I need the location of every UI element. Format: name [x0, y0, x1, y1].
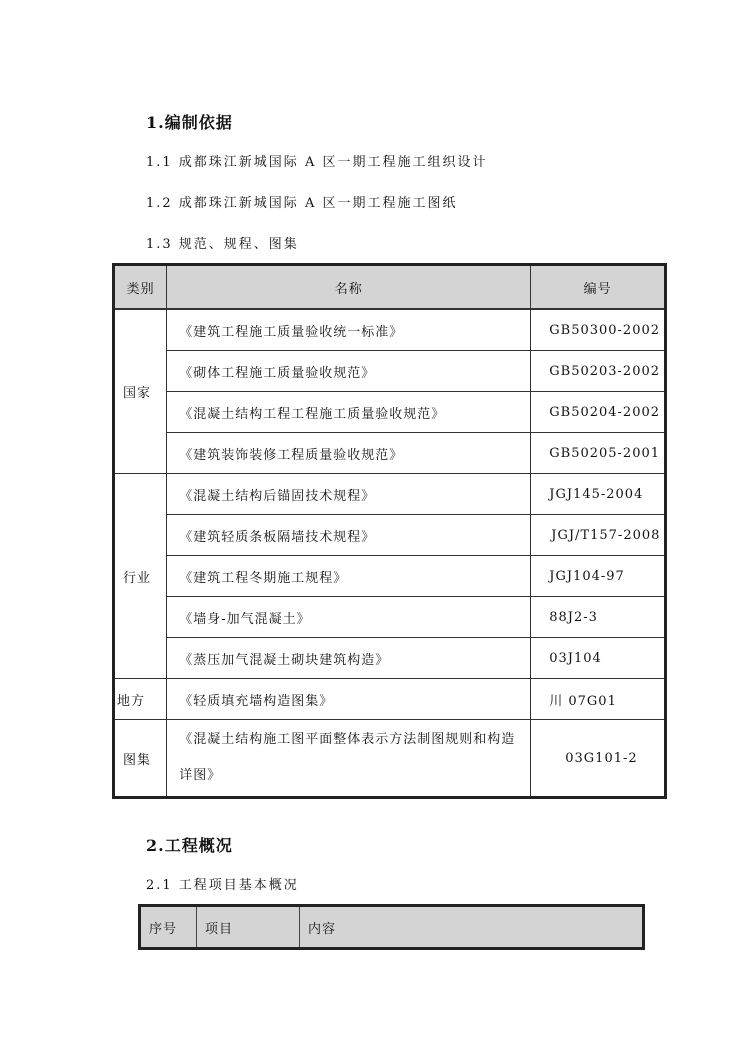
category-cell: 地方 [114, 679, 167, 720]
standard-code: JGJ145-2004 [531, 474, 666, 515]
standard-code: GB50204-2002 [531, 392, 666, 433]
header-name: 名称 [167, 265, 531, 310]
table-row [114, 309, 666, 351]
standard-name: 《建筑工程冬期施工规程》 [167, 556, 531, 597]
table-row [114, 720, 666, 798]
standard-name: 《砌体工程施工质量验收规范》 [167, 351, 531, 392]
table-header-row [114, 265, 666, 310]
standard-name: 《建筑装饰装修工程质量验收规范》 [167, 433, 531, 474]
header-category: 类别 [114, 265, 167, 310]
section-1-item: 1.3 规范、规程、图集 [146, 237, 299, 252]
table-row [114, 679, 666, 720]
table-row [114, 392, 666, 433]
header-item: 项目 [197, 906, 300, 949]
category-cell: 图集 [114, 720, 167, 798]
standard-name: 《轻质填充墙构造图集》 [167, 679, 531, 720]
section-2-item: 2.1 工程项目基本概况 [146, 878, 299, 893]
standard-name: 《墙身-加气混凝土》 [167, 597, 531, 638]
table-header-row [140, 906, 644, 949]
standard-code: 88J2-3 [531, 597, 666, 638]
header-index: 序号 [140, 906, 197, 949]
standard-code: GB50300-2002 [531, 309, 666, 351]
table-row [114, 351, 666, 392]
standard-name: 《混凝土结构施工图平面整体表示方法制图规则和构造详图》 [167, 720, 531, 798]
header-code: 编号 [531, 265, 666, 310]
standard-name: 《蒸压加气混凝土砌块建筑构造》 [167, 638, 531, 679]
table-row [114, 597, 666, 638]
standards-table [112, 263, 667, 799]
section-1-title: 1.编制依据 [146, 113, 233, 132]
standard-code: 川 07G01 [531, 679, 666, 720]
overview-table [138, 904, 645, 950]
section-1-item: 1.2 成都珠江新城国际 A 区一期工程施工图纸 [146, 196, 458, 211]
table-row [114, 474, 666, 515]
standard-code: GB50203-2002 [531, 351, 666, 392]
table-row [114, 515, 666, 556]
section-2-title: 2.工程概况 [146, 836, 233, 855]
standard-name: 《混凝土结构后锚固技术规程》 [167, 474, 531, 515]
standard-name: 《建筑轻质条板隔墙技术规程》 [167, 515, 531, 556]
standard-name: 《混凝土结构工程工程施工质量验收规范》 [167, 392, 531, 433]
table-row [114, 556, 666, 597]
table-row [114, 433, 666, 474]
category-cell: 行业 [114, 474, 167, 679]
standard-name: 《建筑工程施工质量验收统一标准》 [167, 309, 531, 351]
standard-code: JGJ104-97 [531, 556, 666, 597]
standard-code: 03J104 [531, 638, 666, 679]
standard-code: GB50205-2001 [531, 433, 666, 474]
table-row [114, 638, 666, 679]
category-cell: 国家 [114, 309, 167, 474]
section-1-item: 1.1 成都珠江新城国际 A 区一期工程施工组织设计 [146, 155, 488, 170]
standard-code: JGJ/T157-2008 [531, 515, 666, 556]
header-content: 内容 [300, 906, 644, 949]
standard-code: 03G101-2 [531, 720, 666, 798]
